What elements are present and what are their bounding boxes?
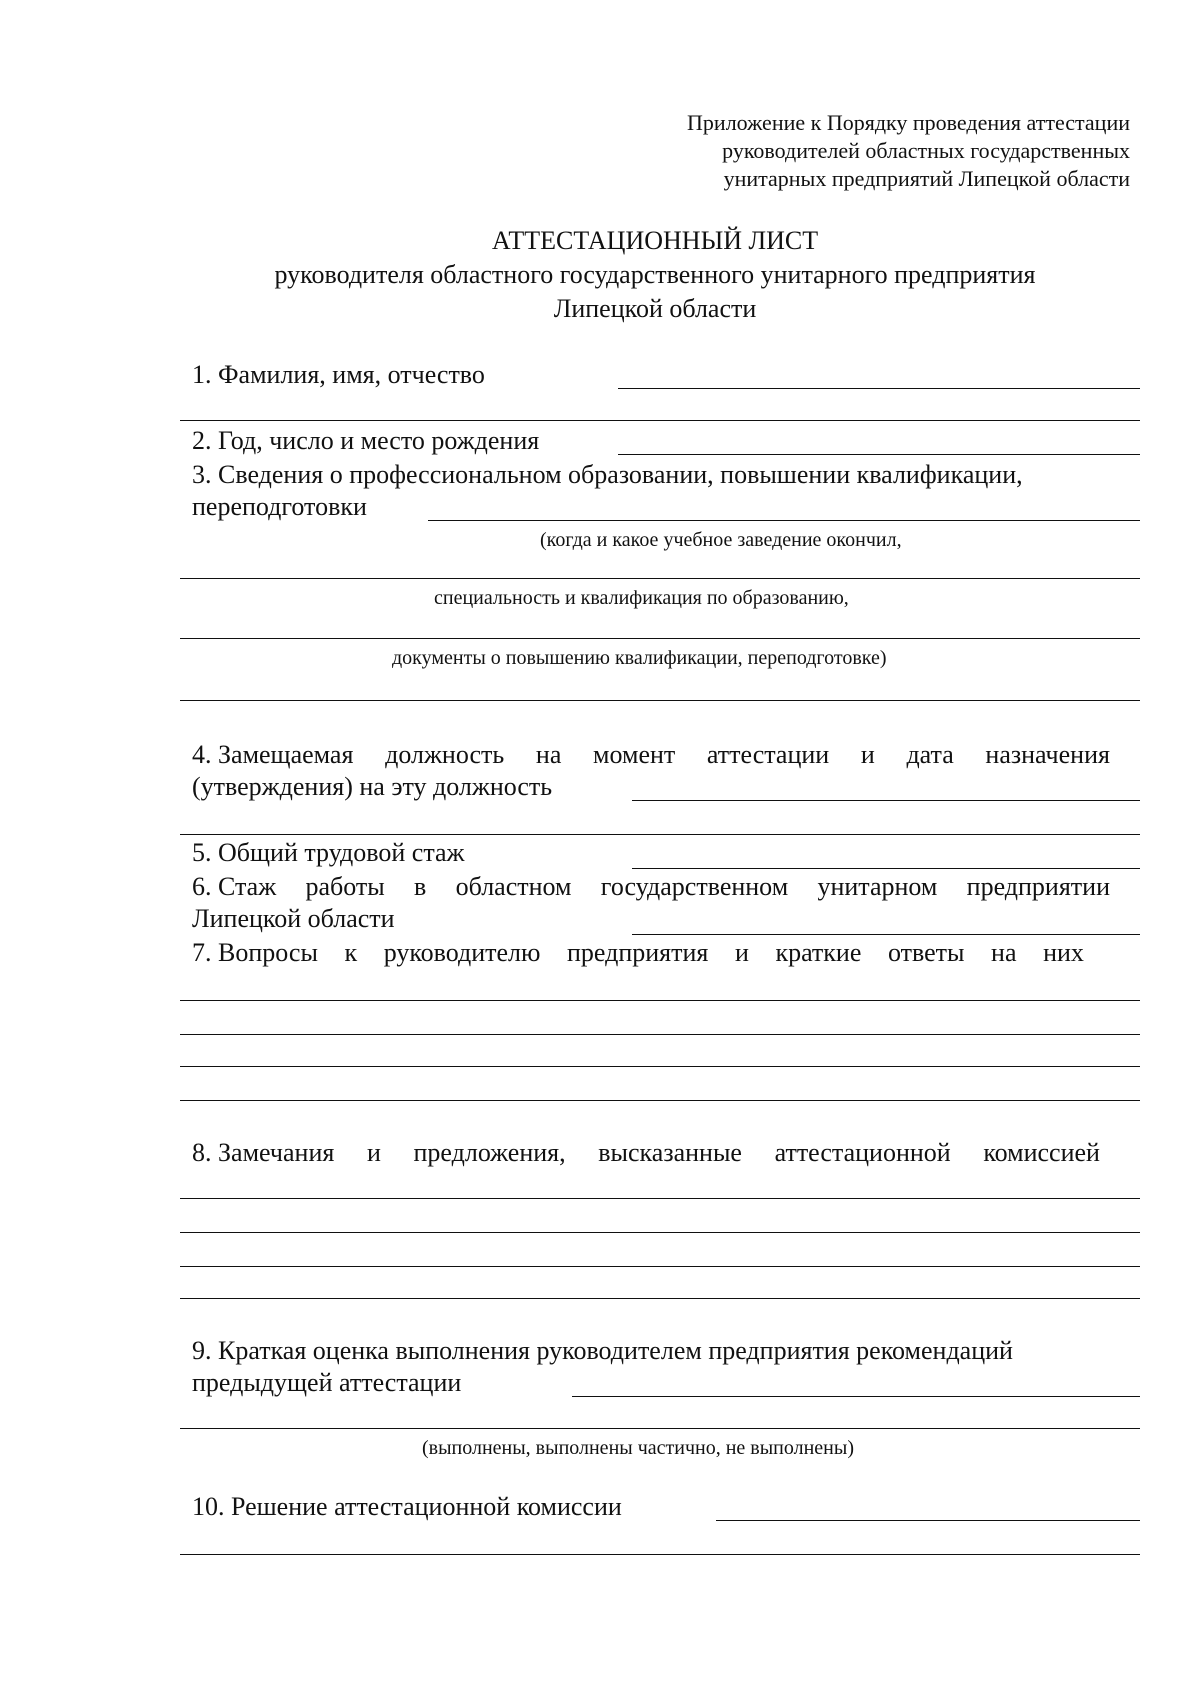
field-8-fill-line-1[interactable] (180, 1198, 1140, 1199)
field-6-word: унитарном (817, 872, 938, 901)
field-4-label-line-1 (192, 742, 1110, 768)
field-7-fill-line-1[interactable] (180, 1000, 1140, 1001)
field-7-label (192, 940, 1084, 966)
field-10-label: 10. Решение аттестационной комиссии (192, 1492, 622, 1521)
field-8-fill-line-3[interactable] (180, 1266, 1140, 1267)
field-3-fill-line-4[interactable] (180, 700, 1140, 701)
field-7-word: 7. Вопросы (192, 938, 318, 967)
field-7-word: к (344, 938, 358, 967)
field-8-word: комиссией (983, 1138, 1100, 1167)
document-title: АТТЕСТАЦИОННЫЙ ЛИСТ (491, 226, 819, 255)
field-3-fill-line-1[interactable] (428, 520, 1140, 521)
field-9-fill-line-2[interactable] (180, 1428, 1140, 1429)
field-3-label-line-1: 3. Сведения о профессиональном образовании, повышении квалификации, (192, 460, 1023, 489)
field-9-hint: (выполнены, выполнены частично, не выполнены) (422, 1437, 854, 1459)
field-8-word: высказанные (598, 1138, 742, 1167)
field-4-fill-line-2[interactable] (180, 834, 1140, 835)
field-6-label-line-2: Липецкой области (192, 904, 395, 933)
field-7-word: них (1043, 938, 1084, 967)
field-5-label: 5. Общий трудовой стаж (192, 838, 465, 867)
appendix-note-line-2: руководителей областных государственных (722, 138, 1130, 163)
document-subtitle-line-1: руководителя областного государственного унитарного предприятия (274, 260, 1036, 289)
field-10-fill-line-2[interactable] (180, 1554, 1140, 1555)
field-6-word: в (414, 872, 427, 901)
field-4-label-line-2: (утверждения) на эту должность (192, 772, 553, 801)
field-3-hint-3: документы о повышению квалификации, переподготовке) (392, 647, 887, 669)
field-10-fill-line-1[interactable] (716, 1520, 1140, 1521)
field-8-label (192, 1140, 1100, 1166)
field-9-label-line-2: предыдущей аттестации (192, 1368, 462, 1397)
field-1-fill-line[interactable] (618, 388, 1140, 389)
field-3-fill-line-3[interactable] (180, 638, 1140, 639)
field-6-word: государственном (600, 872, 789, 901)
field-7-word: руководителю (383, 938, 541, 967)
field-8-word: аттестационной (774, 1138, 951, 1167)
field-4-word: 4. Замещаемая (192, 740, 354, 769)
field-9-label-line-1: 9. Краткая оценка выполнения руководителем предприятия рекомендаций (192, 1336, 1013, 1365)
field-6-word: предприятии (966, 872, 1110, 901)
document-subtitle-line-2: Липецкой области (553, 294, 757, 323)
field-1-extra-line[interactable] (180, 420, 1140, 421)
field-4-word: дата (906, 740, 954, 769)
field-6-word: работы (305, 872, 385, 901)
field-8-fill-line-2[interactable] (180, 1232, 1140, 1233)
field-8-word: и (366, 1138, 381, 1167)
field-4-fill-line-1[interactable] (632, 800, 1140, 801)
field-7-word: предприятия (567, 938, 709, 967)
field-7-fill-line-3[interactable] (180, 1066, 1140, 1067)
field-4-word: на (535, 740, 562, 769)
appendix-note-line-1: Приложение к Порядку проведения аттестации (687, 110, 1130, 135)
field-7-word: на (991, 938, 1017, 967)
field-1-label: 1. Фамилия, имя, отчество (192, 360, 485, 389)
field-4-word: назначения (985, 740, 1110, 769)
field-8-word: 8. Замечания (192, 1138, 335, 1167)
field-3-hint-2: специальность и квалификация по образованию, (434, 587, 849, 609)
field-3-label-line-2: переподготовки (192, 492, 367, 521)
field-3-fill-line-2[interactable] (180, 578, 1140, 579)
field-6-word: областном (455, 872, 572, 901)
field-7-word: краткие (775, 938, 862, 967)
field-9-fill-line-1[interactable] (572, 1396, 1140, 1397)
field-2-fill-line[interactable] (618, 454, 1140, 455)
field-4-word: должность (385, 740, 505, 769)
field-4-word: аттестации (706, 740, 830, 769)
field-4-word: момент (593, 740, 676, 769)
field-6-word: 6. Стаж (192, 872, 277, 901)
field-6-label-line-1 (192, 874, 1110, 900)
field-2-label: 2. Год, число и место рождения (192, 426, 540, 455)
field-7-word: ответы (887, 938, 965, 967)
field-7-fill-line-4[interactable] (180, 1100, 1140, 1101)
field-8-fill-line-4[interactable] (180, 1298, 1140, 1299)
field-8-word: предложения, (413, 1138, 566, 1167)
field-6-fill-line[interactable] (632, 934, 1140, 935)
field-7-word: и (734, 938, 749, 967)
field-5-fill-line[interactable] (632, 868, 1140, 869)
appendix-note-line-3: унитарных предприятий Липецкой области (723, 166, 1130, 191)
field-7-fill-line-2[interactable] (180, 1034, 1140, 1035)
field-4-word: и (860, 740, 875, 769)
field-3-hint-1: (когда и какое учебное заведение окончил, (540, 529, 902, 551)
